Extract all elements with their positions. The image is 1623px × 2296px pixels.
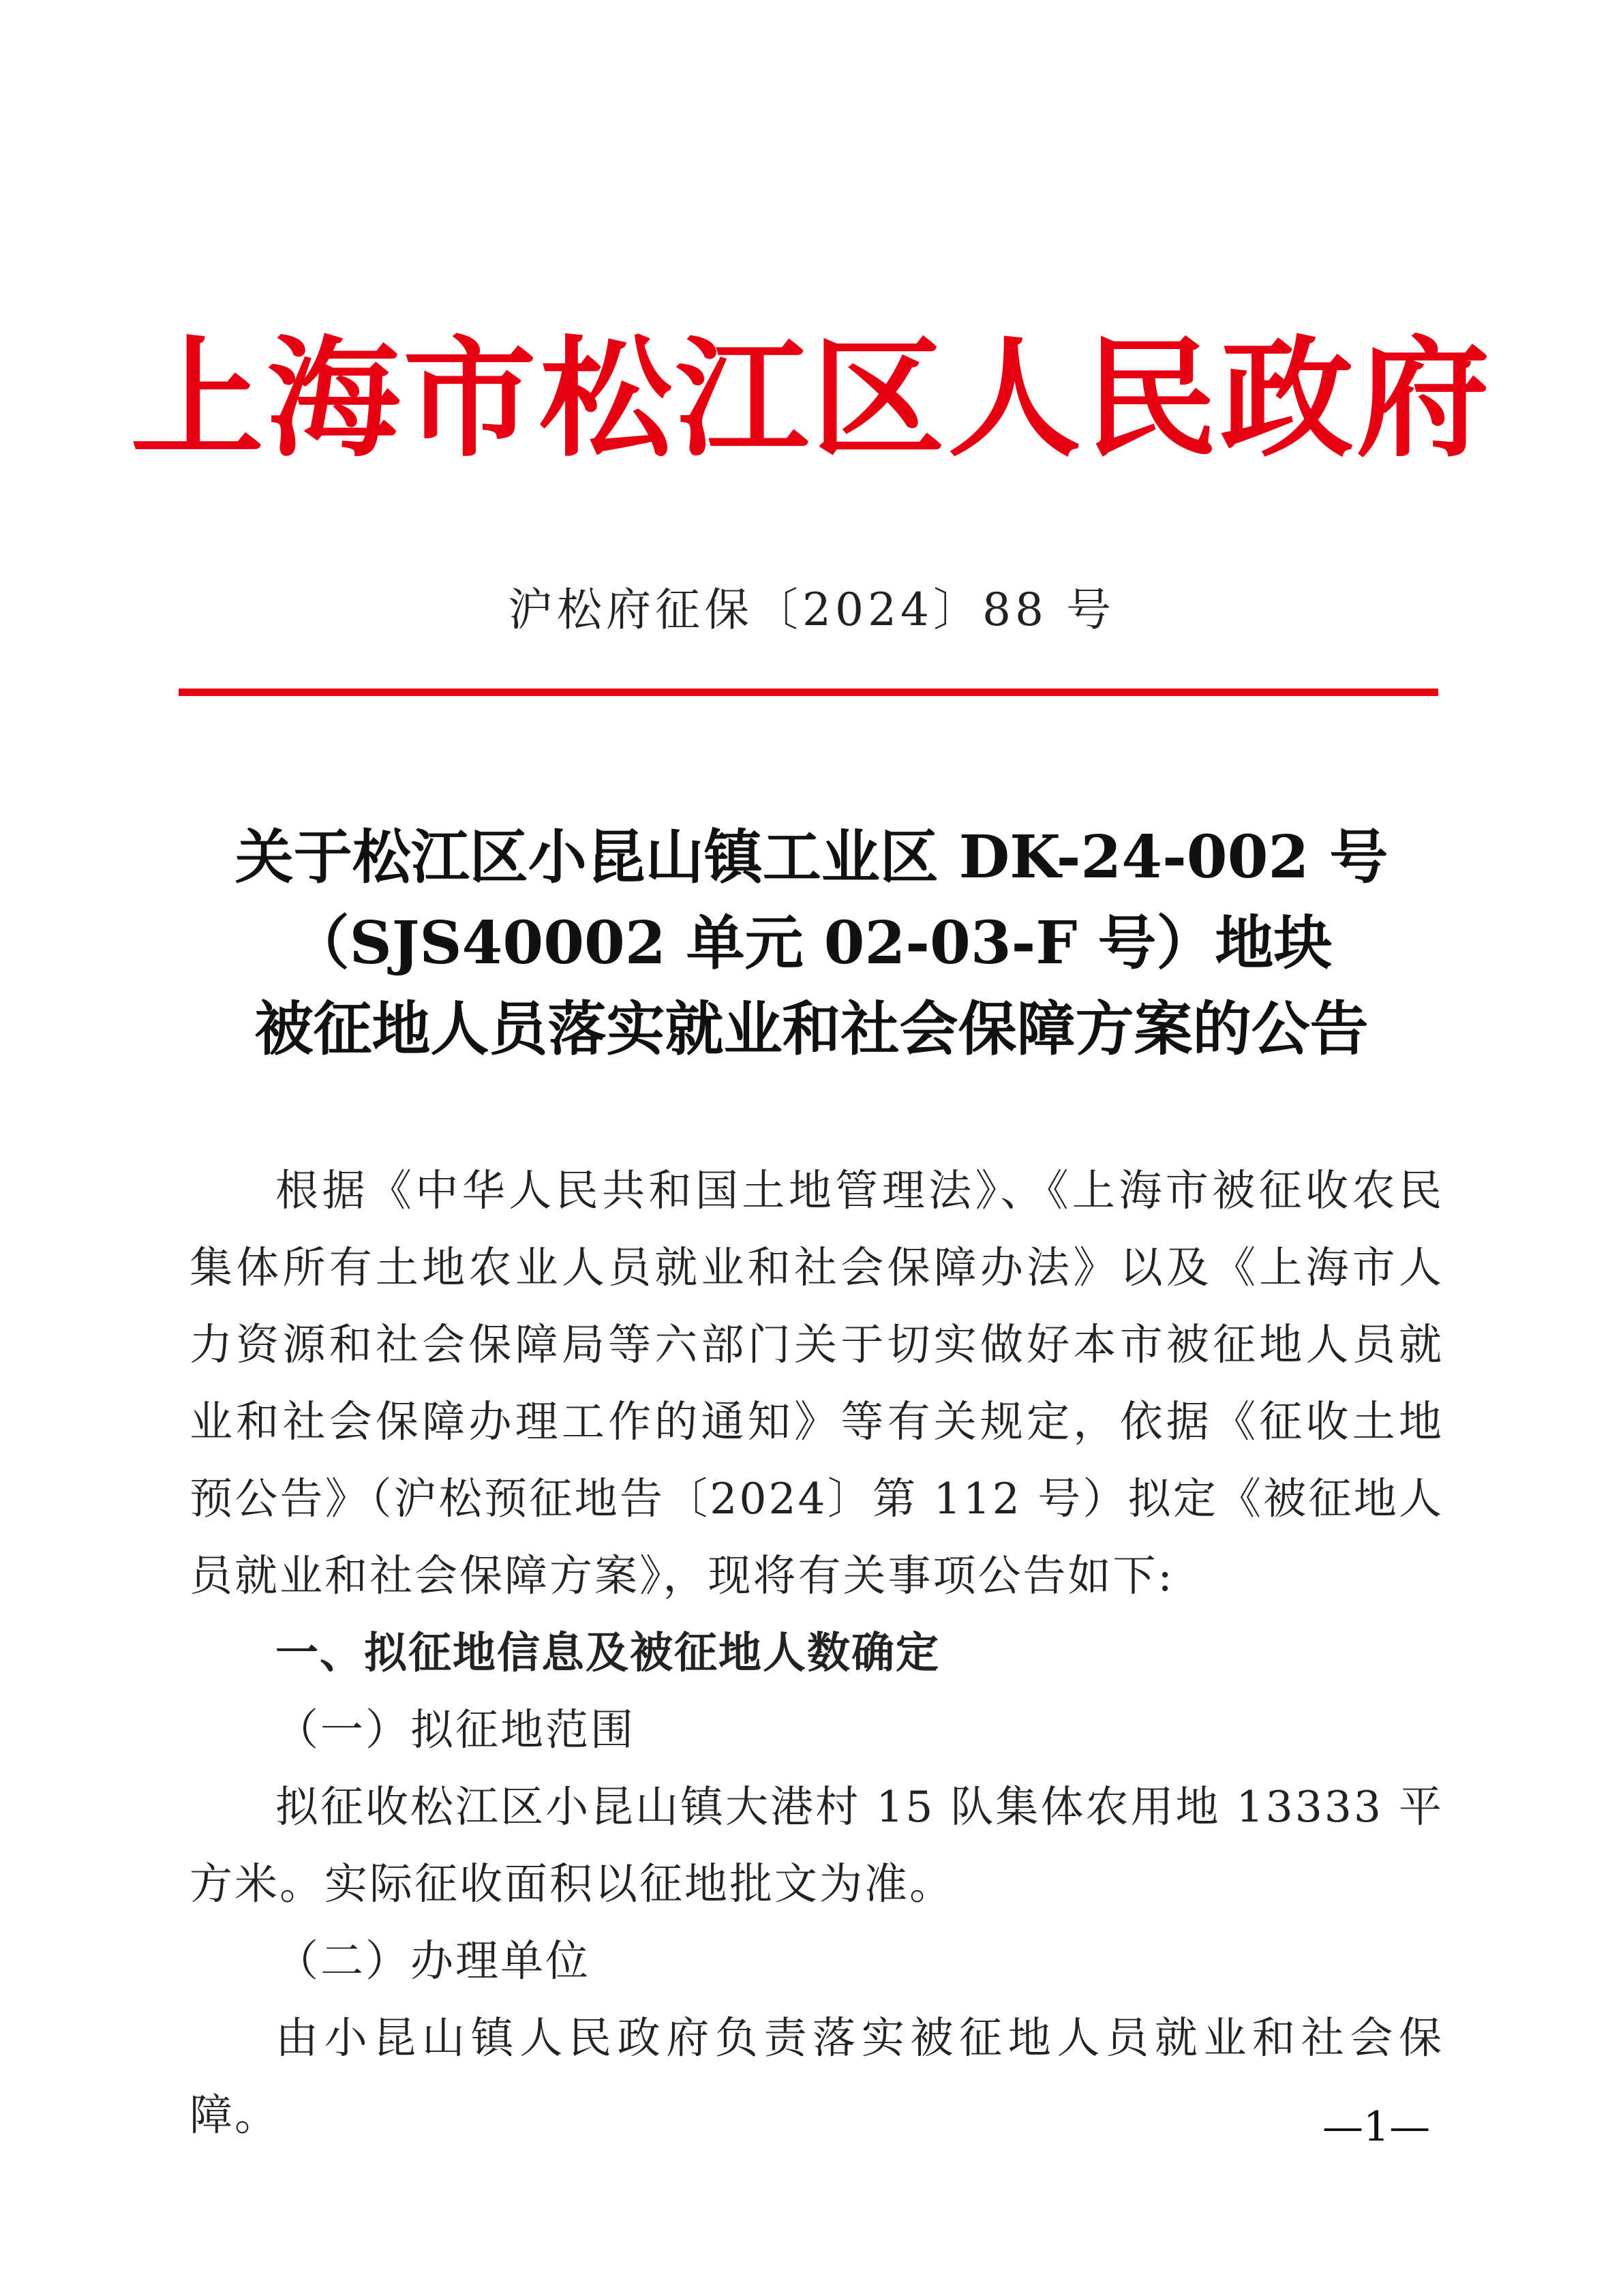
intro-paragraph: 根据《中华人民共和国土地管理法》、《上海市被征收农民集体所有土地农业人员就业和社会保障办法》以及《上海市人力资源和社会保障局等六部门关于切实做好本市被征地人员就业和社会保障办理工作的通知》等有关规定，依据《征收土地预公告》（沪松预征地告〔2024〕第 112 号）拟定《被征地人员就业和社会保障方案》，现将有关事项公告如下: <box>189 1166 1444 1601</box>
subsection-heading-1: （一）拟征地范围 <box>275 1705 635 1755</box>
issuer-masthead: 上海市松江区人民政府 <box>130 322 1493 474</box>
document-body <box>189 1152 1444 2154</box>
subsection-text-1: 拟征收松江区小昆山镇大港村 15 队集体农用地 13333 平方米。实际征收面积以征地批文为准。 <box>189 1782 1444 1909</box>
subsection-text-2: 由小昆山镇人民政府负责落实被征地人员就业和社会保障。 <box>189 2013 1444 2140</box>
title-line-3: 被征地人员落实就业和社会保障方案的公告 <box>254 995 1369 1063</box>
section-heading-1: 一、拟征地信息及被征地人数确定 <box>275 1628 940 1678</box>
document-title <box>136 815 1487 1072</box>
subsection-heading-2: （二）办理单位 <box>275 1936 590 1986</box>
document-number: 沪松府征保〔2024〕88 号 <box>508 584 1115 636</box>
title-line-2: （SJS40002 单元 02-03-F 号）地块 <box>290 909 1333 978</box>
page-number: —1— <box>1322 2103 1431 2151</box>
title-line-1: 关于松江区小昆山镇工业区 DK-24-002 号 <box>234 823 1389 892</box>
red-divider-line <box>179 689 1438 696</box>
